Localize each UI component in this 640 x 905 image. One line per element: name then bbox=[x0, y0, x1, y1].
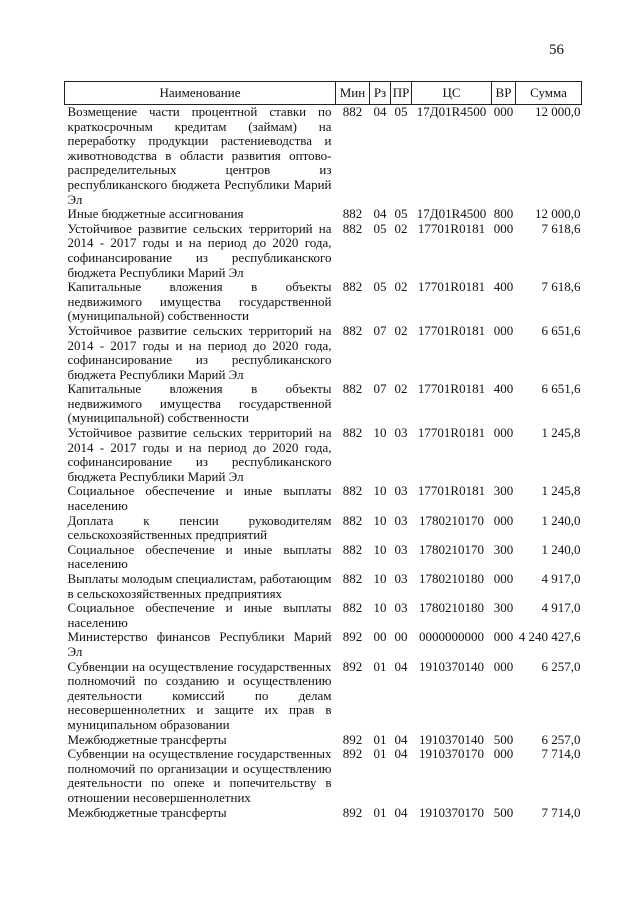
row-min: 882 bbox=[342, 425, 363, 441]
budget-table bbox=[64, 81, 582, 820]
row-name: Социальное обеспечение и иные выплаты населению bbox=[67, 541, 332, 572]
row-rz: 04 bbox=[373, 206, 387, 222]
row-name: Устойчивое развитие сельских территорий на 2014 - 2017 годы и на период до 2020 года, софинансирование из республиканского бюджета Республики Марий Эл bbox=[67, 425, 332, 484]
row-sum: 1 245,8 bbox=[541, 425, 581, 441]
row-rz: 01 bbox=[373, 804, 387, 820]
row-min: 882 bbox=[342, 600, 363, 616]
row-min: 892 bbox=[342, 731, 363, 747]
row-min: 882 bbox=[342, 381, 363, 397]
row-rz: 10 bbox=[373, 512, 387, 528]
row-min: 882 bbox=[342, 483, 363, 499]
row-min: 882 bbox=[342, 571, 363, 586]
row-pr: 04 bbox=[394, 731, 408, 747]
row-cs: 1910370170 bbox=[419, 746, 484, 762]
row-vr: 000 bbox=[493, 512, 514, 528]
row-name: Межбюджетные трансферты bbox=[67, 804, 227, 820]
row-vr: 300 bbox=[493, 600, 514, 616]
table-row bbox=[65, 660, 582, 733]
table-row bbox=[65, 382, 582, 426]
row-cs: 17701R0181 bbox=[417, 220, 486, 236]
table-row bbox=[65, 324, 582, 382]
row-rz: 10 bbox=[373, 571, 387, 586]
row-pr: 03 bbox=[394, 541, 408, 557]
table-row bbox=[65, 733, 582, 748]
table-row bbox=[65, 806, 582, 821]
row-vr: 000 bbox=[493, 104, 514, 119]
row-rz: 01 bbox=[373, 746, 387, 762]
row-name: Иные бюджетные ассигнования bbox=[67, 206, 244, 222]
row-pr: 02 bbox=[394, 279, 408, 295]
row-name: Министерство финансов Республики Марий Эл bbox=[67, 629, 332, 659]
row-name: Выплаты молодым специалистам, работающим в сельскохозяйственных предприятиях bbox=[67, 571, 332, 601]
row-cs: 17701R0181 bbox=[417, 279, 486, 295]
row-cs: 0000000000 bbox=[419, 629, 484, 645]
table-row bbox=[65, 514, 582, 543]
row-min: 892 bbox=[342, 804, 363, 820]
row-vr: 500 bbox=[493, 731, 514, 747]
row-sum: 4 917,0 bbox=[541, 600, 581, 616]
row-name: Межбюджетные трансферты bbox=[67, 731, 227, 747]
header-sum: Сумма bbox=[516, 82, 582, 105]
row-vr: 000 bbox=[493, 746, 514, 762]
row-sum: 7 714,0 bbox=[541, 746, 581, 762]
header-cs: ЦС bbox=[412, 82, 492, 105]
row-min: 882 bbox=[342, 206, 363, 222]
row-rz: 05 bbox=[373, 279, 387, 295]
row-vr: 000 bbox=[493, 629, 514, 645]
row-sum: 1 240,0 bbox=[541, 541, 581, 557]
row-vr: 500 bbox=[493, 804, 514, 820]
row-pr: 03 bbox=[394, 483, 408, 499]
row-sum: 7 714,0 bbox=[541, 804, 581, 820]
header-rz: Рз bbox=[370, 82, 391, 105]
row-cs: 17701R0181 bbox=[417, 381, 486, 397]
row-pr: 00 bbox=[394, 629, 408, 645]
row-rz: 04 bbox=[373, 104, 387, 119]
row-min: 892 bbox=[342, 746, 363, 762]
row-sum: 7 618,6 bbox=[541, 279, 581, 295]
row-sum: 1 245,8 bbox=[541, 483, 581, 499]
row-pr: 05 bbox=[394, 104, 408, 119]
row-sum: 1 240,0 bbox=[541, 512, 581, 528]
row-sum: 12 000,0 bbox=[535, 104, 581, 119]
row-rz: 01 bbox=[373, 731, 387, 747]
row-cs: 17701R0181 bbox=[417, 322, 486, 338]
row-pr: 04 bbox=[394, 804, 408, 820]
row-cs: 1780210170 bbox=[419, 541, 484, 557]
row-sum: 6 257,0 bbox=[541, 731, 581, 747]
row-pr: 04 bbox=[394, 746, 408, 762]
row-rz: 10 bbox=[373, 425, 387, 441]
row-pr: 02 bbox=[394, 322, 408, 338]
row-min: 882 bbox=[342, 279, 363, 295]
row-cs: 17Д01R4500 bbox=[416, 206, 487, 222]
header-name: Наименование bbox=[65, 82, 336, 105]
row-rz: 05 bbox=[373, 220, 387, 236]
row-pr: 03 bbox=[394, 425, 408, 441]
row-name: Возмещение части процентной ставки по краткосрочным кредитам (займам) на переработку продукции растениеводства и животноводства в области развития оптово-распределительных центров из республиканского бюджета Республики Марий Эл bbox=[67, 104, 332, 207]
row-rz: 07 bbox=[373, 381, 387, 397]
row-name: Доплата к пенсии руководителям сельскохозяйственных предприятий bbox=[67, 512, 332, 543]
header-vr: ВР bbox=[492, 82, 516, 105]
row-vr: 000 bbox=[493, 658, 514, 674]
row-rz: 10 bbox=[373, 541, 387, 557]
row-rz: 00 bbox=[373, 629, 387, 645]
row-pr: 03 bbox=[394, 512, 408, 528]
row-pr: 03 bbox=[394, 571, 408, 586]
row-cs: 1910370140 bbox=[419, 731, 484, 747]
row-vr: 000 bbox=[493, 220, 514, 236]
row-pr: 05 bbox=[394, 206, 408, 222]
row-cs: 1780210170 bbox=[419, 512, 484, 528]
table-row bbox=[65, 630, 582, 659]
row-cs: 17Д01R4500 bbox=[416, 104, 487, 119]
row-name: Субвенции на осуществление государственных полномочий по организации и осуществлению деятельности по опеке и попечительству в отношении несовершеннолетних bbox=[67, 746, 332, 805]
row-vr: 300 bbox=[493, 541, 514, 557]
row-min: 882 bbox=[342, 512, 363, 528]
row-name: Социальное обеспечение и иные выплаты населению bbox=[67, 600, 332, 630]
table-row bbox=[65, 601, 582, 630]
row-pr: 03 bbox=[394, 600, 408, 616]
row-sum: 6 651,6 bbox=[541, 322, 581, 338]
row-sum: 7 618,6 bbox=[541, 220, 581, 236]
row-vr: 000 bbox=[493, 571, 514, 586]
row-sum: 12 000,0 bbox=[535, 206, 581, 222]
row-name: Устойчивое развитие сельских территорий на 2014 - 2017 годы и на период до 2020 года, софинансирование из республиканского бюджета Республики Марий Эл bbox=[67, 220, 332, 280]
row-cs: 1910370170 bbox=[419, 804, 484, 820]
row-vr: 000 bbox=[493, 322, 514, 338]
table-row bbox=[65, 747, 582, 805]
header-min: Мин bbox=[336, 82, 370, 105]
row-name: Субвенции на осуществление государственных полномочий по созданию и осуществлению деятельности комиссий по делам несовершеннолетних и защите их прав в муниципальном образовании bbox=[67, 658, 332, 732]
row-rz: 10 bbox=[373, 600, 387, 616]
row-min: 882 bbox=[342, 220, 363, 236]
table-row bbox=[65, 222, 582, 280]
table-row bbox=[65, 280, 582, 324]
row-cs: 1780210180 bbox=[419, 600, 484, 616]
table-row bbox=[65, 426, 582, 484]
row-cs: 1910370140 bbox=[419, 658, 484, 674]
row-rz: 07 bbox=[373, 322, 387, 338]
row-min: 882 bbox=[342, 541, 363, 557]
row-vr: 300 bbox=[493, 483, 514, 499]
row-pr: 04 bbox=[394, 658, 408, 674]
row-rz: 10 bbox=[373, 483, 387, 499]
row-sum: 6 651,6 bbox=[541, 381, 581, 397]
row-sum: 6 257,0 bbox=[541, 658, 581, 674]
row-cs: 17701R0181 bbox=[417, 425, 486, 441]
row-vr: 400 bbox=[493, 381, 514, 397]
table-header-row bbox=[65, 82, 582, 105]
table-row bbox=[65, 207, 582, 222]
row-sum: 4 917,0 bbox=[541, 571, 581, 586]
row-cs: 17701R0181 bbox=[417, 483, 486, 499]
header-pr: ПР bbox=[391, 82, 412, 105]
table-row bbox=[65, 543, 582, 572]
row-vr: 400 bbox=[493, 279, 514, 295]
row-vr: 000 bbox=[493, 425, 514, 441]
row-name: Устойчивое развитие сельских территорий на 2014 - 2017 годы и на период до 2020 года, софинансирование из республиканского бюджета Республики Марий Эл bbox=[67, 322, 332, 382]
row-rz: 01 bbox=[373, 658, 387, 674]
row-pr: 02 bbox=[394, 220, 408, 236]
table-row bbox=[65, 572, 582, 601]
row-name: Капитальные вложения в объекты недвижимого имущества государственной (муниципальной) собственности bbox=[67, 381, 332, 426]
row-name: Капитальные вложения в объекты недвижимого имущества государственной (муниципальной) собственности bbox=[67, 279, 332, 324]
row-min: 882 bbox=[342, 104, 363, 119]
row-min: 882 bbox=[342, 322, 363, 338]
row-min: 892 bbox=[342, 658, 363, 674]
table-row bbox=[65, 105, 582, 208]
table-row bbox=[65, 484, 582, 513]
row-sum: 4 240 427,6 bbox=[518, 629, 581, 645]
row-cs: 1780210180 bbox=[419, 571, 484, 586]
row-pr: 02 bbox=[394, 381, 408, 397]
row-name: Социальное обеспечение и иные выплаты населению bbox=[67, 483, 332, 514]
page-number: 56 bbox=[549, 42, 564, 58]
row-vr: 800 bbox=[493, 206, 514, 222]
row-min: 892 bbox=[342, 629, 363, 645]
table-body bbox=[65, 105, 582, 821]
